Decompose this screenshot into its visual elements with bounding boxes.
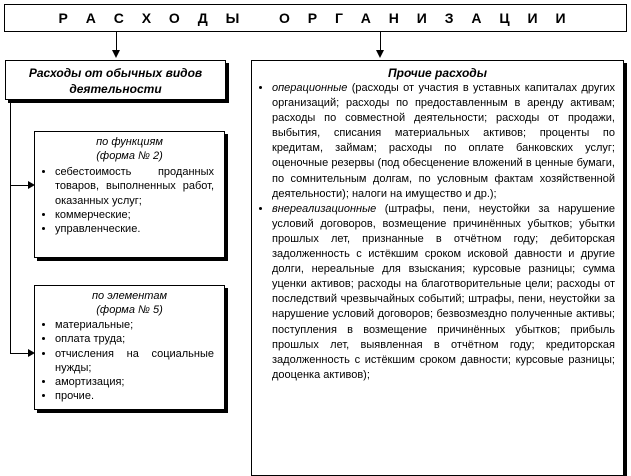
by-function-title: по функциям — [96, 136, 163, 148]
nonoperating-text: (штрафы, пени, неустойки за нарушение условий договоров, возмещение причинённых убытков; убытки прошлых лет, признанные в отчётном году; дебиторская задолженность с истёкшим сроком исковой давности и другие долги, нереальные для взыскания; курсовые разницы; сумма уценки активов; расходы на благотворительные цели; расходы от последствий чрезвычайных событий; штрафы, пени, неустойки за нарушение условий договоров; безвозмездно полученные активы; поступления в возмещение причинённых убытков; прибыль прошлых лет, выявленная в отчётном году; кредиторская задолженность с истёкшим сроком давности; курсовые разницы; дооценка активов); — [272, 202, 615, 381]
list-item: • отчисления на социальные нужды; — [55, 347, 214, 376]
operating-text: (расходы от участия в уставных капиталах других организаций; расходы по предоставленным в аренду активам; расходы по совместной деятельности; расходы от продажи, выбытия, списания материальных активов; проценты по кредитам, займам; расходы по оплате банковских услуг; оценочные резервы (под обесценение вложений в ценные бумаги, по сомнительным долгам, по условным фактам хозяйственной деятельности); налоги на имущество и др.); — [272, 82, 615, 200]
by-function-list — [35, 165, 224, 236]
by-elements-list — [35, 318, 224, 404]
main-title: Р А С Х О Д Ы О Р Г А Н И З А Ц И И — [58, 10, 573, 26]
connector-title-left — [116, 32, 117, 52]
tree-trunk — [10, 100, 11, 353]
list-item — [272, 81, 615, 202]
list-item — [272, 202, 615, 383]
operating-term: операционные — [272, 82, 348, 94]
tree-branch-elements — [10, 353, 30, 354]
other-expenses-list — [252, 81, 623, 383]
by-elements-form: (форма № 5) — [96, 304, 163, 316]
arrowhead-right — [376, 50, 384, 58]
list-item: • себестоимость проданных товаров, выполненных работ, оказанных услуг; — [55, 165, 214, 208]
list-item: • управленческие. — [55, 222, 214, 236]
tree-branch-function — [10, 185, 30, 186]
list-item: • оплата труда; — [55, 332, 214, 346]
list-item: • материальные; — [55, 318, 214, 332]
by-elements-box — [34, 285, 225, 410]
nonoperating-term: внереализационные — [272, 202, 377, 215]
main-title-box — [4, 4, 627, 32]
other-expenses-box — [251, 60, 624, 476]
arrowhead-left — [112, 50, 120, 58]
ordinary-expenses-header: Расходы от обычных видов деятельности — [28, 66, 203, 96]
by-function-form: (форма № 2) — [96, 150, 163, 162]
by-elements-title: по элементам — [91, 290, 167, 302]
ordinary-expenses-box — [5, 60, 226, 100]
list-item: • прочие. — [55, 389, 214, 403]
other-expenses-header: Прочие расходы — [388, 66, 487, 80]
list-item: • коммерческие; — [55, 208, 214, 222]
connector-title-right — [380, 32, 381, 52]
by-function-box — [34, 131, 225, 258]
list-item: • амортизация; — [55, 375, 214, 389]
